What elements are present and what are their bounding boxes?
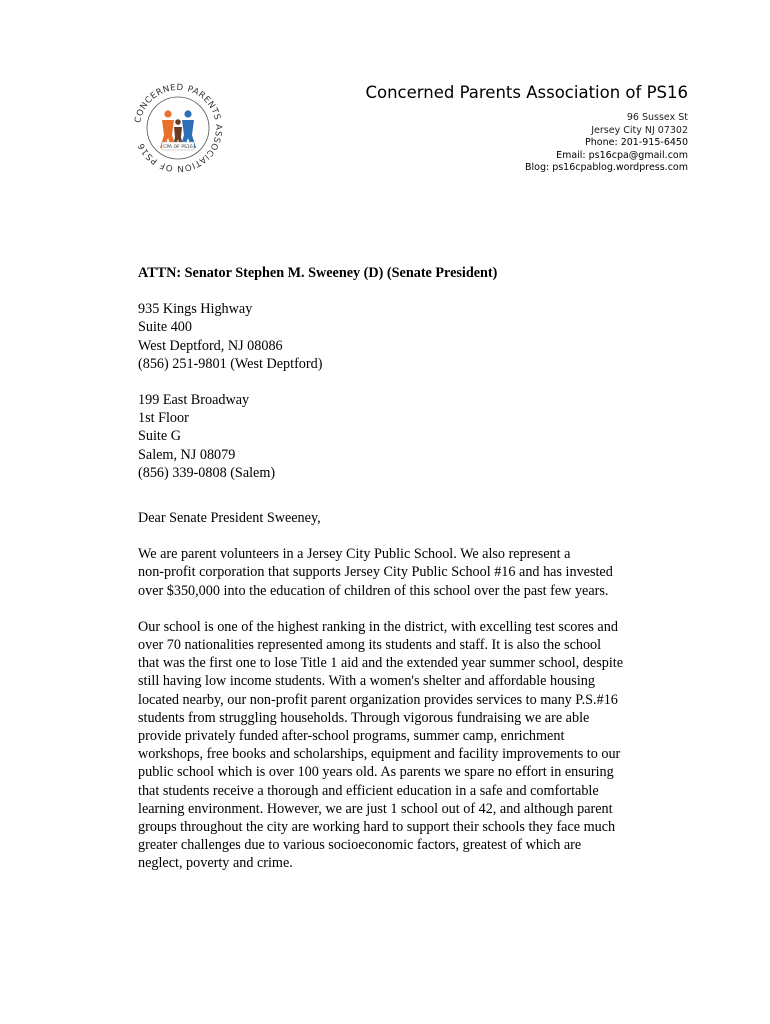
recipient-address-west-deptford — [138, 300, 668, 373]
address-line: West Deptford, NJ 08086 — [138, 337, 283, 354]
svg-text:CONCERNED PARENTS ASSOCIATION: CONCERNED PARENTS ASSOCIATION OF PS16 — [133, 82, 224, 174]
paragraph-line: We are parent volunteers in a Jersey City Public School. We also represent a — [138, 546, 571, 563]
organization-contact-block — [365, 82, 688, 175]
salutation: Dear Senate President Sweeney, — [138, 510, 321, 527]
paragraph-line: located nearby, our non-profit parent organization provides services to many P.S.#16 — [138, 691, 618, 708]
paragraph-line: non-profit corporation that supports Jersey City Public School #16 and has invested — [138, 564, 613, 581]
svg-text:CPA OF PS16: CPA OF PS16 — [163, 145, 193, 150]
organization-blog: Blog: ps16cpablog.wordpress.com — [524, 162, 688, 173]
paragraph-line: over $350,000 into the education of children of this school over the past few years. — [138, 582, 609, 599]
letterhead — [0, 0, 770, 200]
paragraph-line: still having low income students. With a women's shelter and affordable housing — [138, 673, 595, 690]
paragraph-2 — [138, 618, 668, 873]
paragraph-line: over 70 nationalities represented among its students and staff. It is also the school — [138, 637, 602, 654]
paragraph-line: public school which is over 100 years old. As parents we spare no effort in ensuring — [138, 764, 614, 781]
address-line: (856) 251-9801 (West Deptford) — [138, 355, 323, 372]
paragraph-line: students from struggling households. Through vigorous fundraising we are able — [138, 709, 590, 726]
address-line: Suite G — [138, 428, 181, 445]
organization-email: Email: ps16cpa@gmail.com — [556, 149, 688, 161]
address-line: 199 East Broadway — [138, 392, 250, 409]
paragraph-line: provide privately funded after-school programs, summer camp, enrichment — [138, 728, 565, 745]
attention-line: ATTN: Senator Stephen M. Sweeney (D) (Senate President) — [138, 265, 498, 281]
logo-seal-icon — [130, 80, 226, 176]
organization-phone: Phone: 201-915-6450 — [585, 137, 688, 148]
organization-street: 96 Sussex St — [626, 112, 688, 123]
recipient-address-salem — [138, 391, 668, 482]
address-line: 935 Kings Highway — [138, 301, 253, 318]
organization-name: Concerned Parents Association of PS16 — [365, 83, 688, 102]
paragraph-line: that students receive a thorough and efficient education in a safe and comfortable — [138, 782, 599, 799]
paragraph-1 — [138, 545, 668, 600]
paragraph-line: workshops, free books and scholarships, equipment and facility improvements to our — [138, 746, 621, 763]
organization-city: Jersey City NJ 07302 — [591, 124, 688, 136]
address-line: Salem, NJ 08079 — [138, 446, 236, 463]
address-line: (856) 339-0808 (Salem) — [138, 464, 276, 481]
paragraph-line: that was the first one to lose Title 1 aid and the extended year summer school, despite — [138, 655, 624, 672]
address-line: 1st Floor — [138, 410, 189, 427]
paragraph-line: learning environment. However, we are just 1 school out of 42, and although parent — [138, 800, 613, 817]
paragraph-line: groups throughout the city are working hard to support their schools they face much — [138, 819, 616, 836]
paragraph-line: Our school is one of the highest ranking in the district, with excelling test scores and — [138, 618, 618, 635]
paragraph-line: neglect, poverty and crime. — [138, 855, 293, 872]
organization-logo — [130, 80, 226, 176]
paragraph-line: greater challenges due to various socioeconomic factors, greatest of which are — [138, 837, 582, 854]
letter-body — [138, 264, 668, 891]
address-line: Suite 400 — [138, 319, 192, 336]
